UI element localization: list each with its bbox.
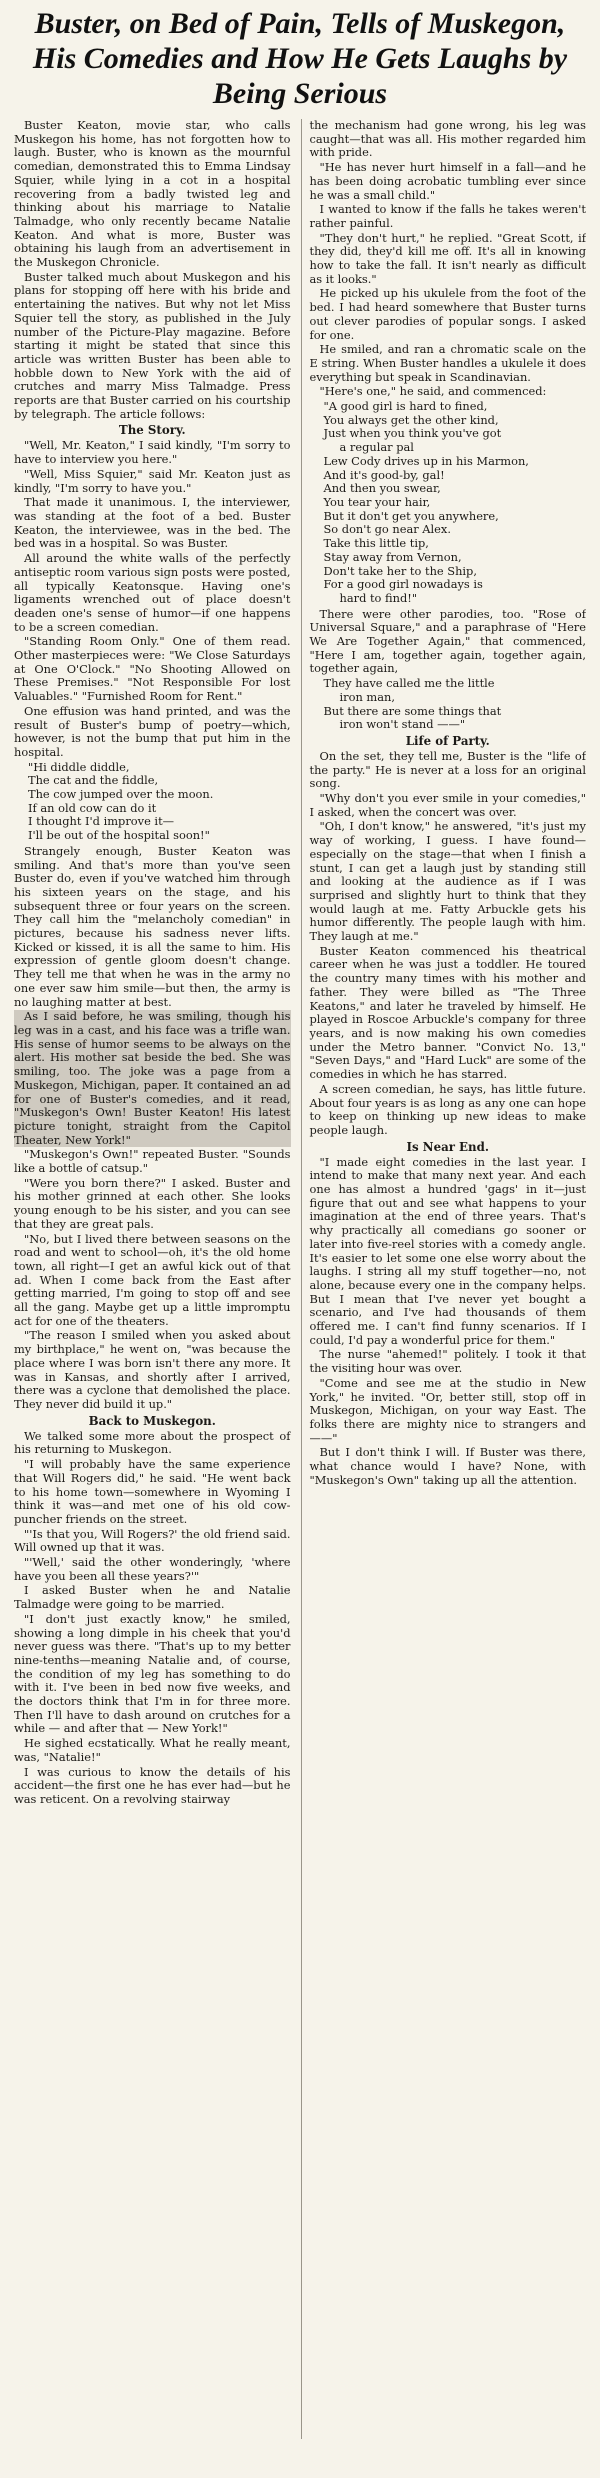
paragraph: Strangely enough, Buster Keaton was smiling. And that's more than you've seen Buster do, even if you've watched him through his sixteen years on the stage, and his subsequent three or four years on the screen. They call him the "melancholy comedian" in pictures, because his sadness never lifts. Kicked or kissed, it is all the same to him. His expression of gentle gloom doesn't change. They tell me that when he was in the army no one ever saw him smile—but then, the army is no laughing matter at best. [14, 843, 291, 1009]
verse-line: Don't take her to the Ship, [323, 563, 477, 578]
verse-line: So don't go near Alex. [323, 522, 451, 537]
paragraph: He picked up his ukulele from the foot of the bed. I had heard somewhere that Buster turns out clever parodies of popular songs. I asked for one. [309, 286, 586, 342]
paragraph: We talked some more about the prospect of his returning to Muskegon. [14, 1428, 291, 1457]
verse-line: They have called me the little [323, 676, 495, 691]
verse-line: The cow jumped over the moon. [28, 787, 214, 802]
verse-line: Take this little tip, [323, 536, 429, 551]
paragraph: "Well, Miss Squier," said Mr. Keaton just as kindly, "I'm sorry to have you." [14, 466, 291, 495]
paragraph: That made it unanimous. I, the interviewer, was standing at the foot of a bed. Buster Keaton, the interviewee, was in the bed. The bed was in a hospital. So was Buster. [14, 495, 291, 551]
paragraph: All around the white walls of the perfectly antiseptic room various sign posts were posted, all typically Keatonsque. Having one's ligaments wrenched out of place doesn't deaden one's sense of humor—if one happens to be a screen comedian. [14, 551, 291, 634]
paragraph: "'Well,' said the other wonderingly, 'where have you been all these years?'" [14, 1555, 291, 1583]
paragraph: The nurse "ahemed!" politely. I took it that the visiting hour was over. [309, 1347, 586, 1376]
verse-line: And it's good-by, gal! [323, 467, 445, 482]
paragraph: "Were you born there?" I asked. Buster and his mother grinned at each other. She looks young enough to be his sister, and you can see that they are great pals. [14, 1175, 291, 1231]
verse-line: hard to find!" [339, 590, 418, 605]
verse-block [324, 400, 587, 606]
paragraph: "Why don't you ever smile in your comedies," I asked, when the concert was over. [309, 791, 586, 819]
verse-block [324, 677, 587, 732]
verse-line: And then you swear, [323, 481, 441, 496]
subheading: Life of Party. [405, 733, 490, 748]
paragraph: "Muskegon's Own!" repeated Buster. "Sounds like a bottle of catsup." [14, 1147, 291, 1176]
verse-line: Stay away from Vernon, [323, 549, 462, 564]
paragraph: "Standing Room Only." One of them read. Other masterpieces were: "We Close Saturdays at One O'Clock." "No Shooting Allowed on These Premises." "Not Responsible For lost Valuables." "Furnished Room for Rent." [14, 634, 291, 704]
paragraph: "Well, Mr. Keaton," I said kindly, "I'm sorry to have to interview you here." [14, 438, 291, 467]
paragraph: "Here's one," he said, and commenced: [319, 384, 547, 399]
paragraph: There were other parodies, too. "Rose of Universal Square," and a paraphrase of "Here We Are Together Again," that commenced, "Here I am, together again, together again, together again, [309, 606, 586, 676]
verse-line: "A good girl is hard to fined, [323, 399, 488, 414]
paragraph: But I don't think I will. If Buster was there, what chance would I have? None, with "Muskegon's Own" taking up all the attention. [309, 1445, 586, 1487]
verse-line: Just when you think you've got [323, 426, 502, 441]
verse-line: The cat and the fiddle, [28, 773, 159, 788]
verse-line: iron won't stand ——" [339, 717, 466, 732]
paragraph: On the set, they tell me, Buster is the "life of the party." He is never at a loss for an original song. [309, 748, 586, 791]
subheading: The Story. [118, 423, 186, 438]
column-right [301, 119, 587, 2439]
verse-line: iron man, [339, 689, 395, 704]
paragraph: A screen comedian, he says, has little future. About four years is as long as any one can hope to keep on thinking up new ideas to make people laugh. [309, 1081, 586, 1137]
verse-line: But it don't get you anywhere, [323, 508, 499, 523]
verse-line: a regular pal [339, 440, 414, 455]
paragraph: I asked Buster when he and Natalie Talmadge were going to be married. [14, 1583, 291, 1612]
verse-line: But there are some things that [323, 703, 502, 718]
verse-line: You always get the other kind, [323, 412, 499, 427]
paragraph: "I don't just exactly know," he smiled, showing a long dimple in his cheek that you'd never guess was there. "That's up to my better nine-tenths—meaning Natalie and, of course, the condition of my leg has something to do with it. I've been in bed now five weeks, and the doctors think that I'm in for three more. Then I'll have to dash around on crutches for a while — and after that — New York!" [14, 1611, 291, 1736]
paragraph: "He has never hurt himself in a fall—and he has been doing acrobatic tumbling ever since he was a small child." [309, 160, 586, 202]
verse-line: I thought I'd improve it— [28, 814, 175, 829]
article-columns [14, 119, 586, 2439]
column-left [14, 119, 291, 2439]
paragraph: Buster talked much about Muskegon and his plans for stopping off here with his bride and entertaining the natives. But why not let Miss Squier tell the story, as published in the July number of the Picture-Play magazine. Before starting it might be stated that since this article was written Buster has been able to hobble down to New York with the aid of crutches and marry Miss Talmadge. Press reports are that Buster carried on his courtship by telegraph. The article follows: [14, 269, 291, 421]
verse-line: Lew Cody drives up in his Marmon, [323, 453, 529, 468]
paragraph: "No, but I lived there between seasons on the road and went to school—oh, it's the old home town, all right—I get an awful kick out of that ad. When I come back from the East after getting married, I'm going to stop off and see all the gang. Maybe get up a little impromptu act for one of the theaters. [14, 1231, 291, 1328]
paragraph: "'Is that you, Will Rogers?' the old friend said. Will owned up that it was. [14, 1526, 291, 1555]
paragraph: He smiled, and ran a chromatic scale on the E string. When Buster handles a ukulele it does everything but speak in Scandinavian. [309, 342, 586, 384]
paragraph: Buster Keaton, movie star, who calls Muskegon his home, has not forgotten how to laugh. Buster, who is known as the mournful comedian, demonstrated this to Emma Lindsay Squier, while lying in a cot in a hospital recovering from a badly twisted leg and thinking about his marriage to Natalie Talmadge, who only recently became Natalie Keaton. And what is more, Buster was obtaining his laugh from an advertisement in the Muskegon Chronicle. [14, 119, 291, 270]
headline: Buster, on Bed of Pain, Tells of Muskegon, His Comedies and How He Gets Laughs by Being Serious [32, 7, 568, 110]
paragraph: One effusion was hand printed, and was the result of Buster's bump of poetry—which, however, is not the bump that put him in the hospital. [14, 703, 291, 759]
verse-line: You tear your hair, [323, 494, 431, 509]
paragraph: I was curious to know the details of his accident—the first one he has ever had—but he was reticent. On a revolving stairway [14, 1764, 291, 1806]
paragraph: "Come and see me at the studio in New York," he invited. "Or, better still, stop off in Muskegon, Michigan, on your way East. The folks there are mighty nice to strangers and——" [309, 1375, 586, 1445]
paragraph: the mechanism had gone wrong, his leg was caught—that was all. His mother regarded him with pride. [309, 119, 586, 160]
verse-line: If an old cow can do it [28, 800, 157, 815]
paragraph: "Oh, I don't know," he answered, "it's just my way of working, I guess. I have found—especially on the stage—that when I finish a stunt, I can get a laugh just by standing still and looking at the audience as if I was surprised and slightly hurt to think that they would laugh at me. Fatty Arbuckle gets his humor differently. The people laugh with him. They laugh at me." [309, 819, 586, 944]
paragraph: "The reason I smiled when you asked about my birthplace," he went on, "was because the place where I was born isn't there any more. It was in Kansas, and shortly after I arrived, there was a cyclone that demolished the place. They never did build it up." [14, 1328, 291, 1411]
verse-line: I'll be out of the hospital soon!" [28, 828, 210, 843]
subheading: Is Near End. [406, 1139, 489, 1154]
paragraph: "I will probably have the same experience that Will Rogers did," he said. "He went back to his home town—somewhere in Wyoming I think it was—and met one of his old cow-puncher friends on the street. [14, 1457, 291, 1526]
verse-line: "Hi diddle diddle, [28, 759, 130, 774]
paragraph: "I made eight comedies in the last year. I intend to make that many next year. And each one has almost a hundred 'gags' in it—just figure that out and see what happens to your imagination at the end of three years. That's why practically all comedians go sooner or later into five-reel stories with a comedy angle. It's easier to let some one else worry about the laughs. I string all my stuff together—no, not alone, because every one in the company helps. But I mean that I've never yet bought a scenario, and I've had thousands of them offered me. I can't find funny scenarios. If I could, I'd pay a wonderful price for them." [309, 1154, 586, 1347]
verse-line: For a good girl nowadays is [323, 577, 483, 592]
verse-block [28, 761, 291, 843]
paragraph: Buster Keaton commenced his theatrical career when he was just a toddler. He toured the country many times with his mother and father. They were billed as "The Three Keatons," and later he traveled by himself. He played in Roscoe Arbuckle's company for three years, and is now making his own comedies under the Metro banner. "Convict No. 13," "Seven Days," and "Hard Luck" are some of the comedies in which he has starred. [309, 943, 586, 1082]
paragraph: He sighed ecstatically. What he really meant, was, "Natalie!" [14, 1736, 291, 1764]
paragraph: As I said before, he was smiling, though his leg was in a cast, and his face was a trifle wan. His sense of humor seems to be always on the alert. His mother sat beside the bed. She was smiling, too. The joke was a page from a Muskegon, Michigan, paper. It contained an ad for one of Buster's comedies, and it read, "Muskegon's Own! Buster Keaton! His latest picture tonight, straight from the Capitol Theater, New York!" [14, 1009, 291, 1147]
paragraph: "They don't hurt," he replied. "Great Scott, if they did, they'd kill me off. It's all in knowing how to take the fall. It isn't nearly as difficult as it looks." [309, 230, 586, 286]
subheading: Back to Muskegon. [88, 1413, 216, 1428]
paragraph: I wanted to know if the falls he takes weren't rather painful. [309, 202, 586, 230]
